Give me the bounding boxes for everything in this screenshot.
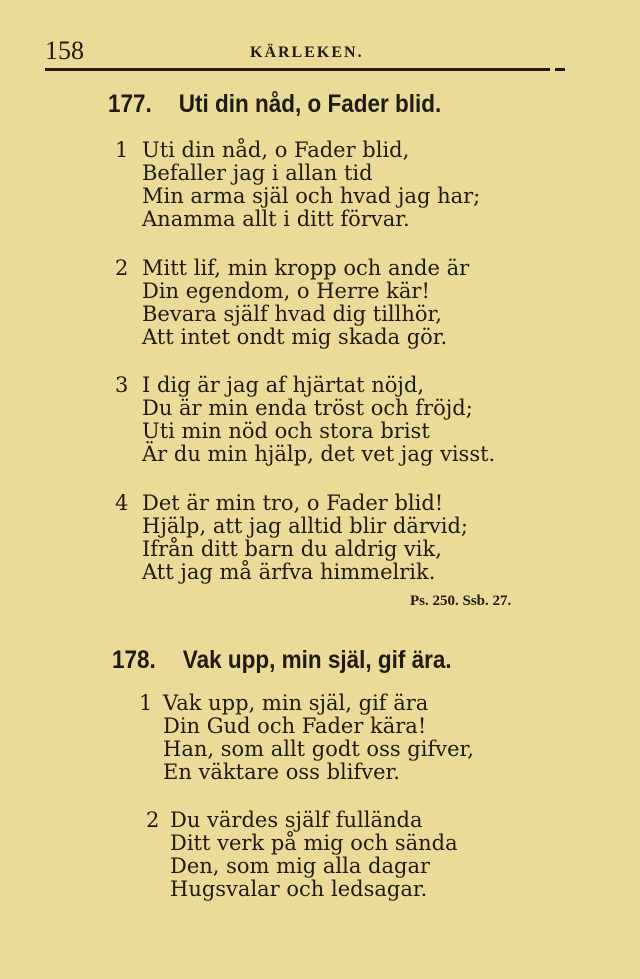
verse-line: Din Gud och Fader kära! [163,714,427,738]
hymn-number: 177. [108,90,152,118]
hymn-number: 178. [112,646,156,674]
verse-line: Ditt verk på mig och sända [170,831,458,855]
verse-number: 2 [115,256,129,280]
verse-line: Anamma allt i ditt förvar. [142,207,410,231]
hymn-title-text: Uti din nåd, o Fader blid. [178,90,442,118]
verse-line: Du värdes själf fullända [170,808,423,832]
verse-line: Hugsvalar och ledsagar. [170,877,428,901]
verse-line: Din egendom, o Herre kär! [142,279,430,303]
verse-line: Min arma själ och hvad jag har; [142,184,481,208]
verse-line: Uti min nöd och stora brist [142,419,430,443]
verse-number: 3 [115,373,129,397]
verse-line: I dig är jag af hjärtat nöjd, [142,373,425,397]
verse-line: Vak upp, min själ, gif ära [163,691,429,715]
page-number: 158 [45,36,84,65]
page-header [45,36,565,68]
stanza [146,809,458,901]
verse-line: Är du min hjälp, det vet jag visst. [142,442,496,466]
verse-line: Mitt lif, min kropp och ande är [142,256,470,280]
stanza [115,257,469,349]
hymn-reference: Ps. 250. Ssb. 27. [410,593,512,609]
stanza [115,139,480,231]
verse-line: Du är min enda tröst och fröjd; [142,396,473,420]
header-rule-end [555,68,565,71]
header-rule [45,68,550,71]
verse-line: Befaller jag i allan tid [142,161,373,185]
verse-line: En väktare oss blifver. [163,760,400,784]
verse-number: 4 [115,491,129,515]
hymn-title [108,90,441,119]
verse-number: 1 [115,138,129,162]
verse-line: Den, som mig alla dagar [170,854,431,878]
verse-line: Bevara själf hvad dig tillhör, [142,302,442,326]
stanza [115,374,495,466]
running-head: KÄRLEKEN. [250,44,364,61]
verse-line: Att intet ondt mig skada gör. [142,325,448,349]
verse-line: Ifrån ditt barn du aldrig vik, [142,537,442,561]
hymn-title-text: Vak upp, min själ, gif ära. [182,646,452,674]
verse-number: 2 [146,808,160,832]
stanza [139,692,474,784]
verse-line: Hjälp, att jag alltid blir därvid; [142,514,468,538]
hymn-title [112,646,452,675]
verse-line: Det är min tro, o Fader blid! [142,491,444,515]
verse-line: Han, som allt godt oss gifver, [163,737,474,761]
verse-line: Uti din nåd, o Fader blid, [142,138,410,162]
verse-number: 1 [139,691,153,715]
verse-line: Att jag må ärfva himmelrik. [142,560,436,584]
stanza [115,492,468,584]
